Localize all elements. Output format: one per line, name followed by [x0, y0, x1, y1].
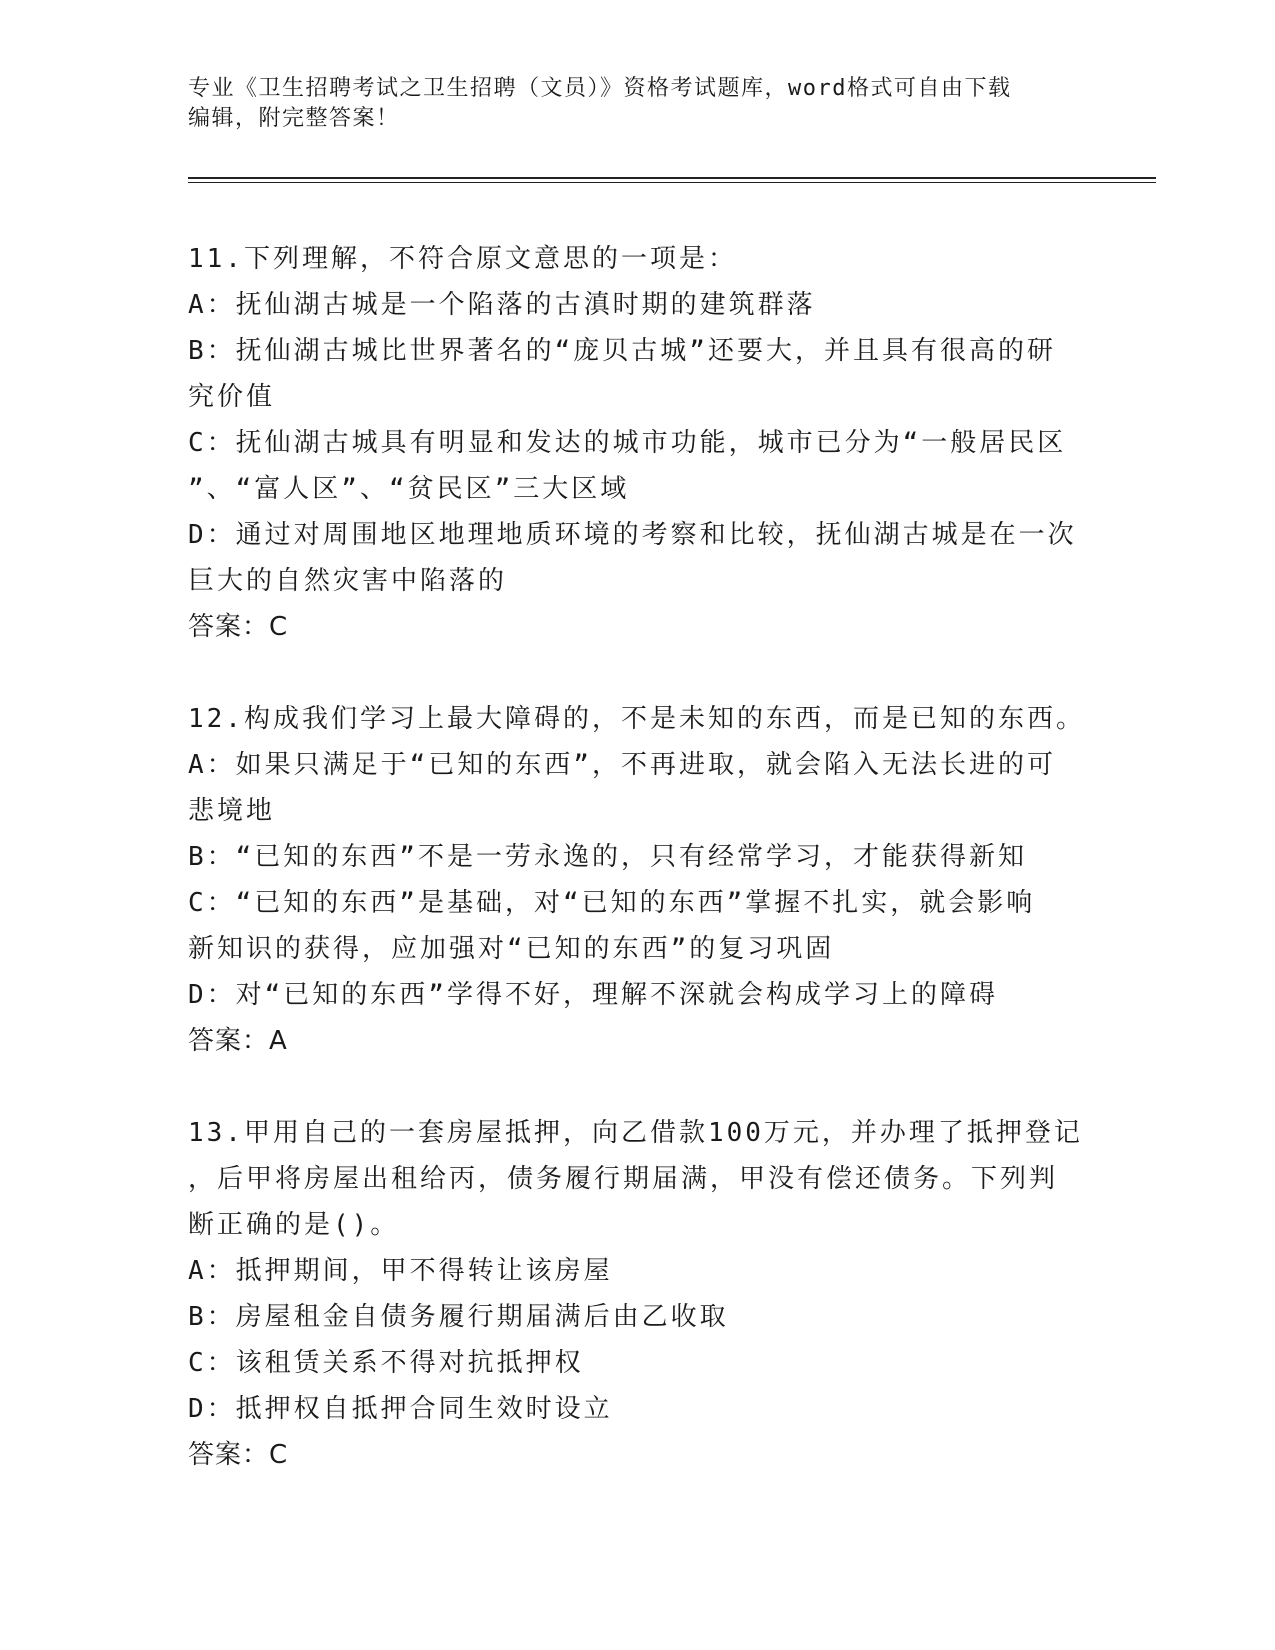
question-list: [188, 236, 1088, 1524]
question-11-stem: 11.下列理解，不符合原文意思的一项是：: [188, 244, 737, 274]
question-12: [188, 696, 1088, 1064]
question-13-option-a: A：抵押期间，甲不得转让该房屋: [188, 1256, 613, 1286]
question-13: [188, 1110, 1088, 1478]
question-12-option-d: D：对“已知的东西”学得不好，理解不深就会构成学习上的障碍: [188, 980, 998, 1010]
question-11-option-a: A：抚仙湖古城是一个陷落的古滇时期的建筑群落: [188, 290, 816, 320]
question-13-option-c: C：该租赁关系不得对抗抵押权: [188, 1348, 584, 1378]
header-divider-thin: [188, 182, 1156, 183]
question-13-option-d: D：抵押权自抵押合同生效时设立: [188, 1394, 613, 1424]
question-12-option-b: B：“已知的东西”不是一劳永逸的，只有经常学习，才能获得新知: [188, 842, 1027, 872]
question-11: [188, 236, 1088, 650]
question-11-option-b: B：抚仙湖古城比世界著名的“庞贝古城”还要大，并且具有很高的研: [188, 336, 1056, 366]
question-11-option-d-cont: 巨大的自然灾害中陷落的: [188, 566, 508, 596]
question-12-answer: 答案：A: [188, 1026, 288, 1056]
question-13-option-b: B：房屋租金自债务履行期届满后由乙收取: [188, 1302, 729, 1332]
question-11-option-d: D：通过对周围地区地理地质环境的考察和比较，抚仙湖古城是在一次: [188, 520, 1077, 550]
header-divider-thick: [188, 177, 1156, 179]
question-12-option-c: C：“已知的东西”是基础，对“已知的东西”掌握不扎实，就会影响: [188, 888, 1036, 918]
question-11-option-c-cont: ”、“富人区”、“贫民区”三大区域: [188, 474, 630, 504]
question-12-option-c-cont: 新知识的获得，应加强对“已知的东西”的复习巩固: [188, 934, 835, 964]
question-11-option-b-cont: 究价值: [188, 382, 276, 412]
question-12-stem: 12.构成我们学习上最大障碍的，不是未知的东西，而是已知的东西。: [188, 704, 1085, 734]
header-line-1: 专业《卫生招聘考试之卫生招聘（文员）》资格考试题库，word格式可自由下载: [188, 76, 1012, 101]
question-13-answer: 答案：C: [188, 1440, 289, 1470]
question-13-stem-cont-1: ，后甲将房屋出租给丙，债务履行期届满，甲没有偿还债务。下列判: [188, 1164, 1059, 1194]
question-11-answer: 答案：C: [188, 612, 289, 642]
question-11-option-c: C：抚仙湖古城具有明显和发达的城市功能，城市已分为“一般居民区: [188, 428, 1067, 458]
question-12-option-a-cont: 悲境地: [188, 796, 276, 826]
header-line-2: 编辑，附完整答案！: [188, 106, 400, 131]
question-13-stem: 13.甲用自己的一套房屋抵押，向乙借款100万元，并办理了抵押登记: [188, 1118, 1083, 1148]
document-header: [188, 74, 1088, 134]
question-13-stem-cont-2: 断正确的是()。: [188, 1210, 400, 1240]
question-12-option-a: A：如果只满足于“已知的东西”，不再进取，就会陷入无法长进的可: [188, 750, 1056, 780]
